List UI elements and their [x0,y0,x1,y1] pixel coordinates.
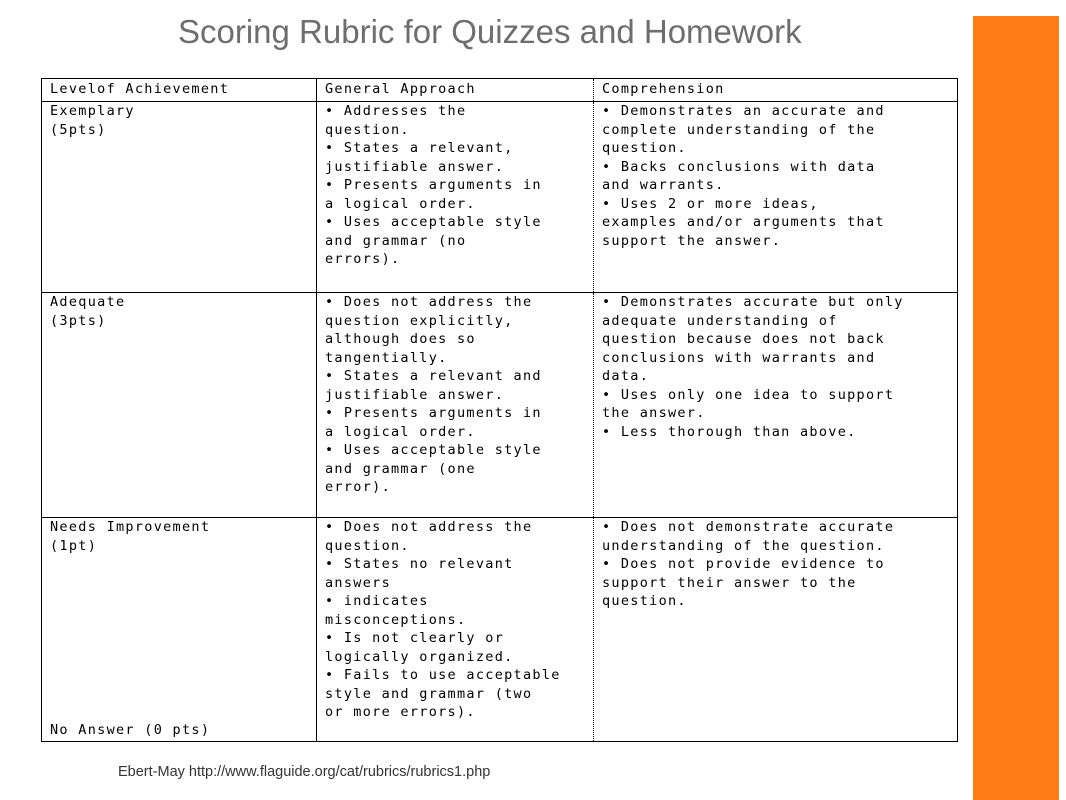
level-cell [42,518,317,742]
level-cell [42,293,317,518]
cell-line: understanding of the question. [602,537,885,554]
cell-line: • Uses acceptable style [325,442,542,458]
rubric-row [42,518,958,742]
comprehension-cell [594,102,958,293]
no-answer-label: No Answer (0 pts) [50,721,211,738]
accent-bar [973,16,1059,800]
rubric-row [42,102,958,293]
source-citation: Ebert-May http://www.flaguide.org/cat/rubrics/rubrics1.php [118,764,491,780]
approach-cell [317,102,594,293]
cell-line: • Uses only one idea to support [602,386,895,403]
cell-line: logically organized. [325,648,514,665]
cell-line: justifiable answer. [325,386,505,403]
header-approach: General Approach [317,79,594,102]
cell-line: and grammar (one [325,460,476,477]
header-level: Levelof Achievement [42,79,317,102]
cell-line: error). [325,479,391,495]
cell-line: • indicates [325,593,429,609]
cell-line: the answer. [602,405,706,421]
cell-line: • Fails to use acceptable [325,667,561,683]
cell-line: (3pts) [50,312,107,329]
cell-line: • Demonstrates an accurate and [602,103,885,119]
cell-line: • Presents arguments in [325,405,542,421]
rubric-table [41,78,958,742]
cell-line: • States no relevant [325,556,514,572]
cell-line: style and grammar (two [325,685,533,702]
cell-line: misconceptions. [325,611,467,628]
comprehension-cell [594,518,958,742]
cell-line: • Presents arguments in [325,177,542,193]
cell-line: • Less thorough than above. [602,423,857,440]
cell-line: • Does not provide evidence to [602,556,885,572]
cell-line: adequate understanding of [602,312,838,329]
cell-line: question explicitly, [325,312,514,329]
rubric-header-row [42,79,958,102]
cell-line: question. [602,140,687,156]
cell-line: question. [325,121,410,138]
cell-line: support their answer to the [602,574,857,591]
cell-line: • Does not demonstrate accurate [602,519,895,535]
cell-line: tangentially. [325,349,448,366]
cell-line: (1pt) [50,537,98,554]
cell-line: a logical order. [325,195,476,212]
cell-line: or more errors). [325,704,476,720]
cell-line: • Demonstrates accurate but only [602,294,904,310]
cell-line: and warrants. [602,177,725,193]
cell-line: although does so [325,331,476,347]
cell-line: Adequate [50,294,126,310]
cell-line: • Is not clearly or [325,630,505,646]
cell-line: examples and/or arguments that [602,214,885,230]
cell-line: complete understanding of the [602,121,876,138]
cell-line: Needs Improvement [50,519,211,535]
cell-line: justifiable answer. [325,158,505,175]
cell-line: (5pts) [50,121,107,138]
cell-line: a logical order. [325,423,476,440]
rubric-row [42,293,958,518]
cell-line: • Does not address the [325,294,533,310]
cell-line: • Uses acceptable style [325,214,542,230]
cell-line: • Backs conclusions with data [602,158,876,175]
cell-line: question because does not back [602,331,885,347]
header-comprehension: Comprehension [594,79,958,102]
level-cell [42,102,317,293]
cell-line: Exemplary [50,103,135,119]
cell-line: conclusions with warrants and [602,349,876,366]
cell-line: • Does not address the [325,519,533,535]
slide-title: Scoring Rubric for Quizzes and Homework [178,13,802,50]
cell-line: • States a relevant, [325,140,514,156]
cell-line: question. [602,593,687,609]
comprehension-cell [594,293,958,518]
cell-line: • States a relevant and [325,368,542,384]
approach-cell [317,293,594,518]
cell-line: and grammar (no [325,232,467,249]
approach-cell [317,518,594,742]
cell-line: errors). [325,251,401,267]
cell-line: • Addresses the [325,103,467,119]
cell-line: • Uses 2 or more ideas, [602,195,819,212]
cell-line: data. [602,368,650,384]
cell-line: question. [325,537,410,554]
cell-line: answers [325,574,391,591]
cell-line: support the answer. [602,232,782,249]
